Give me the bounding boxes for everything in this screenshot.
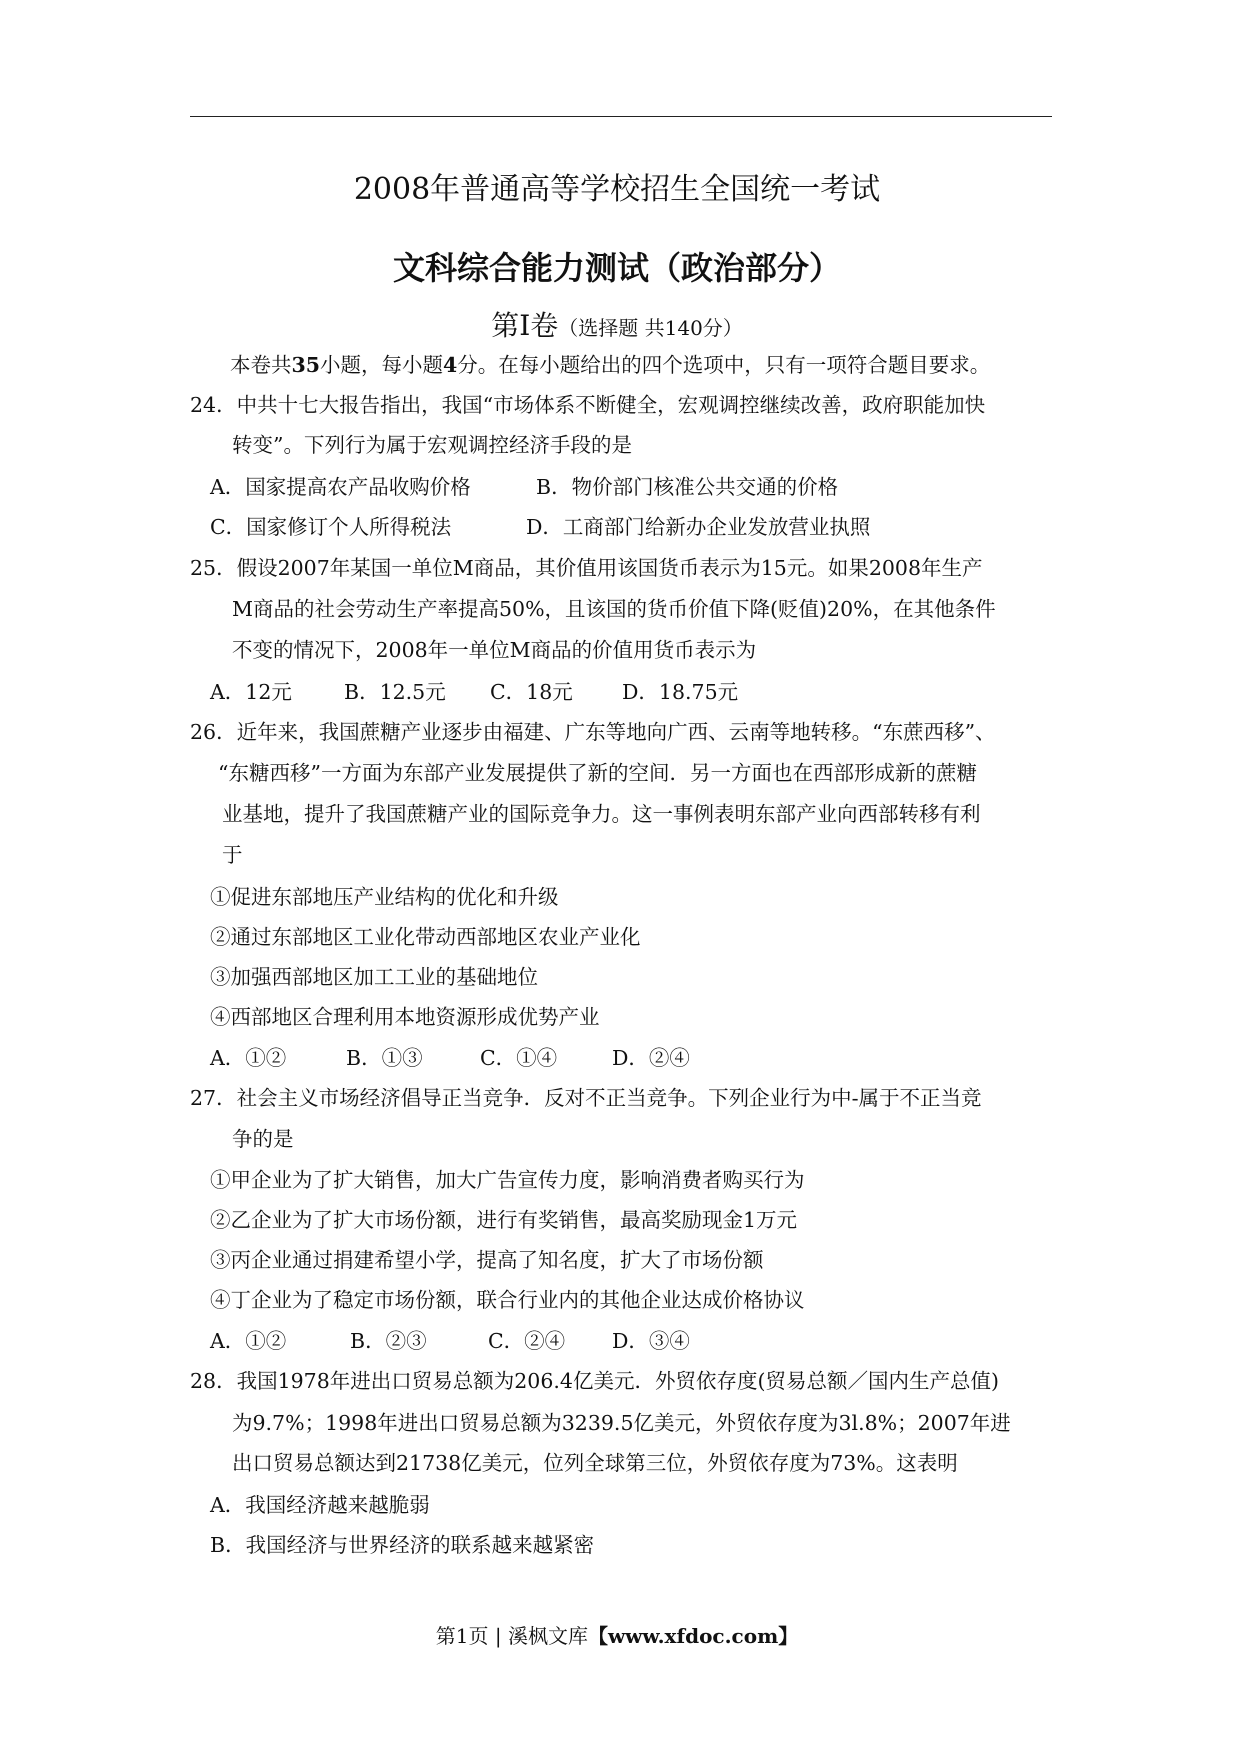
section-main: 第Ⅰ卷 (491, 309, 559, 342)
q26-text-line-1: 26．近年来，我国蔗糖产业逐步由福建、广东等地向广西、云南等地转移。“东蔗西移”、 (190, 720, 996, 744)
q28-text-line-2: 为9.7%；1998年进出口贸易总额为3239.5亿美元，外贸依存度为3l.8%；2007年进 (232, 1411, 1011, 1435)
q26-option-b: B．①③ (346, 1046, 423, 1070)
q27-item-1: ①甲企业为了扩大销售，加大广告宣传力度，影响消费者购买行为 (210, 1168, 805, 1192)
q26-option-d: D．②④ (612, 1046, 690, 1070)
q27-option-c: C．②④ (488, 1329, 566, 1353)
q26-item-2: ②通过东部地区工业化带动西部地区农业产业化 (210, 925, 641, 949)
header-rule (190, 116, 1052, 117)
q28-text-line-3: 出口贸易总额达到21738亿美元，位列全球第三位，外贸依存度为73%。这表明 (232, 1451, 958, 1475)
section-heading (0, 306, 1234, 348)
q24-option-c: C．国家修订个人所得税法 (210, 515, 452, 539)
q25-text-line-2: M商品的社会劳动生产率提高50%，且该国的货币价值下降(贬值)20%，在其他条件 (232, 597, 996, 621)
q24-option-b: B．物价部门核准公共交通的价格 (536, 475, 839, 499)
q27-item-3: ③丙企业通过捐建希望小学，提高了知名度，扩大了市场份额 (210, 1248, 764, 1272)
q25-option-b: B．12.5元 (344, 680, 446, 704)
footer-page: 第1页 | 溪枫文库 (435, 1624, 588, 1648)
q25-option-c: C．18元 (490, 680, 573, 704)
exam-subtitle: 文科综合能力测试（政治部分） (392, 249, 841, 287)
exam-title: 2008年普通高等学校招生全国统一考试 (353, 172, 881, 207)
q24-option-a: A．国家提高农产品收购价格 (210, 475, 471, 499)
q25-option-d: D．18.75元 (622, 680, 739, 704)
q25-text-line-1: 25．假设2007年某国一单位M商品，其价值用该国货币表示为15元。如果2008年生产 (190, 556, 983, 580)
q26-option-a: A．①② (210, 1046, 287, 1070)
q27-option-d: D．③④ (612, 1329, 690, 1353)
q26-text-line-4: 于 (222, 843, 243, 867)
q26-item-1: ①促进东部地压产业结构的优化和升级 (210, 885, 559, 909)
q27-text-line-2: 争的是 (232, 1127, 294, 1151)
q26-text-line-2: “东糖西移”一方面为东部产业发展提供了新的空间．另一方面也在西部形成新的蔗糖 (218, 761, 977, 785)
section-sub: （选择题 共140分） (558, 316, 743, 340)
q27-item-4: ④丁企业为了稳定市场份额，联合行业内的其他企业达成价格协议 (210, 1288, 805, 1312)
q27-text-line-1: 27．社会主义市场经济倡导正当竞争．反对不正当竞争。下列企业行为中-属于不正当竞 (190, 1086, 982, 1110)
q27-option-b: B．②③ (350, 1329, 427, 1353)
q27-item-2: ②乙企业为了扩大市场份额，进行有奖销售，最高奖励现金1万元 (210, 1208, 798, 1232)
q28-option-a: A．我国经济越来越脆弱 (210, 1493, 430, 1517)
q26-item-3: ③加强西部地区加工工业的基础地位 (210, 965, 538, 989)
q26-text-line-3: 业基地，提升了我国蔗糖产业的国际竞争力。这一事例表明东部产业向西部转移有利 (222, 802, 981, 826)
page-footer (0, 1622, 1234, 1650)
q28-text-line-1: 28．我国1978年进出口贸易总额为206.4亿美元．外贸依存度(贸易总额／国内生产总值) (190, 1369, 999, 1393)
q24-option-d: D．工商部门给新办企业发放营业执照 (526, 515, 871, 539)
q24-text-line-2: 转变”。下列行为属于宏观调控经济手段的是 (232, 433, 632, 457)
q27-option-a: A．①② (210, 1329, 287, 1353)
q26-option-c: C．①④ (480, 1046, 558, 1070)
q26-item-4: ④西部地区合理利用本地资源形成优势产业 (210, 1005, 600, 1029)
q25-option-a: A．12元 (210, 680, 292, 704)
q25-text-line-3: 不变的情况下，2008年一单位M商品的价值用货币表示为 (232, 638, 757, 662)
instructions: 本卷共35小题，每小题4分。在每小题给出的四个选项中，只有一项符合题目要求。 (230, 353, 991, 377)
q28-option-b: B．我国经济与世界经济的联系越来越紧密 (210, 1533, 595, 1557)
q24-text-line-1: 24．中共十七大报告指出，我国“市场体系不断健全，宏观调控继续改善，政府职能加快 (190, 393, 986, 417)
footer-site: 【www.xfdoc.com】 (587, 1624, 799, 1648)
